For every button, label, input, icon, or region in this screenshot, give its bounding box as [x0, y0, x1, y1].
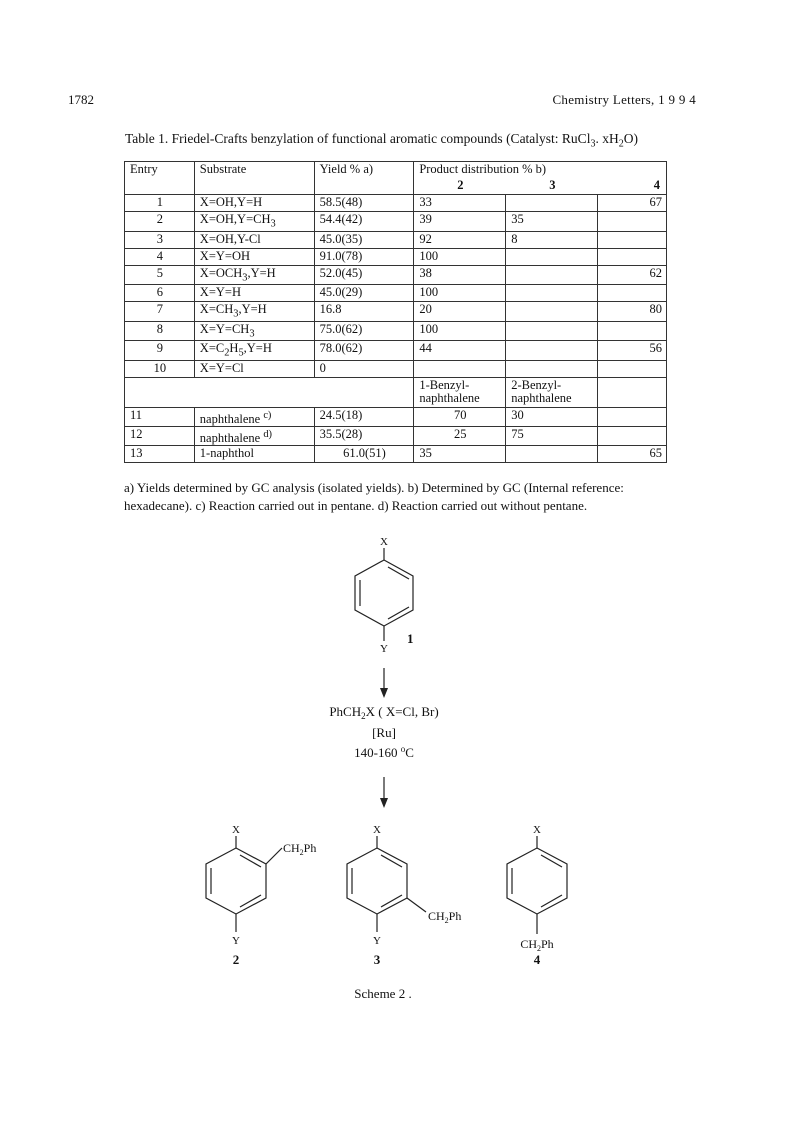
header-2-benzylnaphthalene	[506, 377, 598, 407]
cell-yield: 78.0(62)	[314, 341, 414, 361]
label-y-product-3: Y	[373, 935, 381, 947]
compound-number-4: 4	[533, 952, 541, 967]
results-table	[124, 161, 667, 463]
table-row	[125, 212, 667, 232]
cell-yield: 0	[314, 360, 414, 377]
cell-p2: 25	[414, 426, 506, 445]
reagent-label: PhCH$_2$X ( X=Cl, Br)	[329, 704, 439, 721]
caption-prefix: Table 1. Friedel-Crafts benzylation of functional aromatic compounds (Catalyst: RuCl	[125, 131, 591, 146]
cell-p3	[506, 360, 598, 377]
table-row	[125, 445, 667, 462]
cell-p3: 30	[506, 407, 598, 426]
arrowhead-2	[380, 798, 388, 808]
cell-p4	[598, 231, 667, 248]
table-row	[125, 248, 667, 265]
benzene-ring-product-2	[206, 836, 282, 932]
cell-yield: 45.0(35)	[314, 231, 414, 248]
cell-p3	[506, 321, 598, 341]
cell-substrate: $X=C_2H_5,Y=H$	[194, 341, 314, 361]
cell-substrate: naphthalene $^{c)}$	[194, 407, 314, 426]
reaction-scheme	[0, 520, 793, 1020]
header-1-line1: 1-Benzyl-	[419, 377, 470, 392]
cell-p2: 44	[414, 341, 506, 361]
header-1-line2: naphthalene	[419, 390, 480, 405]
cell-yield: 52.0(45)	[314, 265, 414, 285]
col-substrate: Substrate	[194, 162, 314, 195]
table-row	[125, 360, 667, 377]
empty-header-cell	[125, 377, 414, 407]
header-1-benzylnaphthalene	[414, 377, 506, 407]
cell-entry: 8	[125, 321, 195, 341]
table-row	[125, 341, 667, 361]
cell-p2: 100	[414, 248, 506, 265]
cell-substrate: $X=OCH_3,Y=H$	[194, 265, 314, 285]
cell-p4	[598, 360, 667, 377]
header-2-line1: 2-Benzyl-	[511, 377, 562, 392]
cell-p3: 75	[506, 426, 598, 445]
cell-substrate: $X=CH_3,Y=H$	[194, 302, 314, 322]
cell-yield: 45.0(29)	[314, 285, 414, 302]
col-compound-3: 3	[549, 178, 556, 192]
table-row	[125, 265, 667, 285]
benzene-ring-product-4	[507, 836, 567, 934]
table-row	[125, 426, 667, 445]
cell-yield: 58.5(48)	[314, 195, 414, 212]
col-yield: Yield % a)	[314, 162, 414, 195]
cell-entry: 11	[125, 407, 195, 426]
cell-p3	[506, 302, 598, 322]
footnote-line-2: hexadecane). c) Reaction carried out in pentane. d) Reaction carried out without pentane.	[124, 498, 588, 513]
catalyst-label: [Ru]	[372, 725, 396, 740]
page-number: 1782	[68, 92, 94, 107]
cell-p3	[506, 341, 598, 361]
cell-entry: 10	[125, 360, 195, 377]
cell-substrate: X=OH,Y=H	[194, 195, 314, 212]
cell-p3: 35	[506, 212, 598, 232]
col-distribution: Product distribution % b)	[414, 162, 667, 179]
col-entry: Entry	[125, 162, 195, 195]
caption-mid: . xH	[595, 131, 619, 146]
cell-entry: 3	[125, 231, 195, 248]
table-row	[125, 285, 667, 302]
cell-entry: 13	[125, 445, 195, 462]
cell-p2: 39	[414, 212, 506, 232]
cell-p2: 35	[414, 445, 506, 462]
cell-substrate: 1-naphthol	[194, 445, 314, 462]
caption-sub-2: 2	[618, 138, 624, 150]
cell-p2	[414, 360, 506, 377]
cell-substrate: $X=Y=CH_3$	[194, 321, 314, 341]
compound-number-2: 2	[232, 952, 240, 967]
substituent-product-2: $CH_2Ph$	[283, 841, 317, 857]
cell-p4	[598, 321, 667, 341]
cell-yield: 75.0(62)	[314, 321, 414, 341]
cell-substrate: X=Y=Cl	[194, 360, 314, 377]
cell-p4: 65	[598, 445, 667, 462]
caption-suffix: O)	[623, 131, 638, 146]
cell-substrate: X=Y=OH	[194, 248, 314, 265]
cell-yield: 16.8	[314, 302, 414, 322]
cell-p3	[506, 445, 598, 462]
col-compound-4: 4	[653, 178, 660, 192]
cell-yield: 91.0(78)	[314, 248, 414, 265]
cell-yield: 54.4(42)	[314, 212, 414, 232]
table-caption	[125, 131, 638, 150]
cell-p4: 80	[598, 302, 667, 322]
compound-number-1: 1	[407, 631, 414, 646]
cell-p3	[506, 265, 598, 285]
cell-entry: 7	[125, 302, 195, 322]
cell-p3	[506, 195, 598, 212]
temperature-label: 140-160 $^o$C	[354, 744, 414, 760]
cell-entry: 9	[125, 341, 195, 361]
cell-p3	[506, 285, 598, 302]
cell-p2: 33	[414, 195, 506, 212]
cell-p4	[598, 407, 667, 426]
compound-numbers	[414, 178, 667, 195]
footnote-line-1: a) Yields determined by GC analysis (isolated yields). b) Determined by GC (Internal reference:	[124, 480, 624, 495]
cell-substrate: X=Y=H	[194, 285, 314, 302]
cell-p4: 56	[598, 341, 667, 361]
cell-substrate: naphthalene $^{d)}$	[194, 426, 314, 445]
cell-p2: 100	[414, 285, 506, 302]
label-x: X	[380, 536, 388, 548]
table-row	[125, 302, 667, 322]
benzene-ring-product-3	[347, 836, 426, 932]
cell-yield: 61.0(51)	[314, 445, 414, 462]
substituent-product-4: $CH_2Ph$	[520, 937, 554, 953]
label-x-product-2: X	[232, 824, 240, 836]
label-y-product-2: Y	[232, 935, 240, 947]
cell-p4	[598, 212, 667, 232]
empty-header-cell	[598, 377, 667, 407]
table-body	[125, 195, 667, 463]
header-2-line2: naphthalene	[511, 390, 572, 405]
caption-sub-3: 3	[590, 138, 596, 150]
compound-number-3: 3	[373, 952, 381, 967]
cell-substrate: $X=OH,Y=CH_3$	[194, 212, 314, 232]
cell-p4	[598, 426, 667, 445]
cell-entry: 2	[125, 212, 195, 232]
cell-entry: 1	[125, 195, 195, 212]
cell-p2: 70	[414, 407, 506, 426]
table-row	[125, 231, 667, 248]
substituent-product-3: $CH_2Ph$	[428, 909, 462, 925]
scheme-caption: Scheme 2 .	[354, 986, 412, 1001]
cell-p4: 67	[598, 195, 667, 212]
cell-substrate: X=OH,Y-Cl	[194, 231, 314, 248]
cell-p2: 92	[414, 231, 506, 248]
label-x-product-3: X	[373, 824, 381, 836]
cell-entry: 12	[125, 426, 195, 445]
cell-p4	[598, 248, 667, 265]
label-x-product-4: X	[533, 824, 541, 836]
benzene-ring-1	[355, 548, 413, 641]
table-row	[125, 321, 667, 341]
table-footnotes	[124, 479, 684, 515]
cell-entry: 5	[125, 265, 195, 285]
cell-p3: 8	[506, 231, 598, 248]
cell-entry: 6	[125, 285, 195, 302]
cell-p2: 20	[414, 302, 506, 322]
label-y: Y	[380, 643, 388, 655]
naphthalene-header-row	[125, 377, 667, 407]
arrowhead-1	[380, 688, 388, 698]
table-row	[125, 195, 667, 212]
cell-p3	[506, 248, 598, 265]
cell-p4: 62	[598, 265, 667, 285]
table-row	[125, 407, 667, 426]
cell-p2: 38	[414, 265, 506, 285]
journal-title: Chemistry Letters, 1 9 9 4	[552, 92, 696, 107]
cell-yield: 35.5(28)	[314, 426, 414, 445]
col-compound-2: 2	[457, 178, 464, 192]
cell-entry: 4	[125, 248, 195, 265]
cell-yield: 24.5(18)	[314, 407, 414, 426]
cell-p2: 100	[414, 321, 506, 341]
cell-p4	[598, 285, 667, 302]
